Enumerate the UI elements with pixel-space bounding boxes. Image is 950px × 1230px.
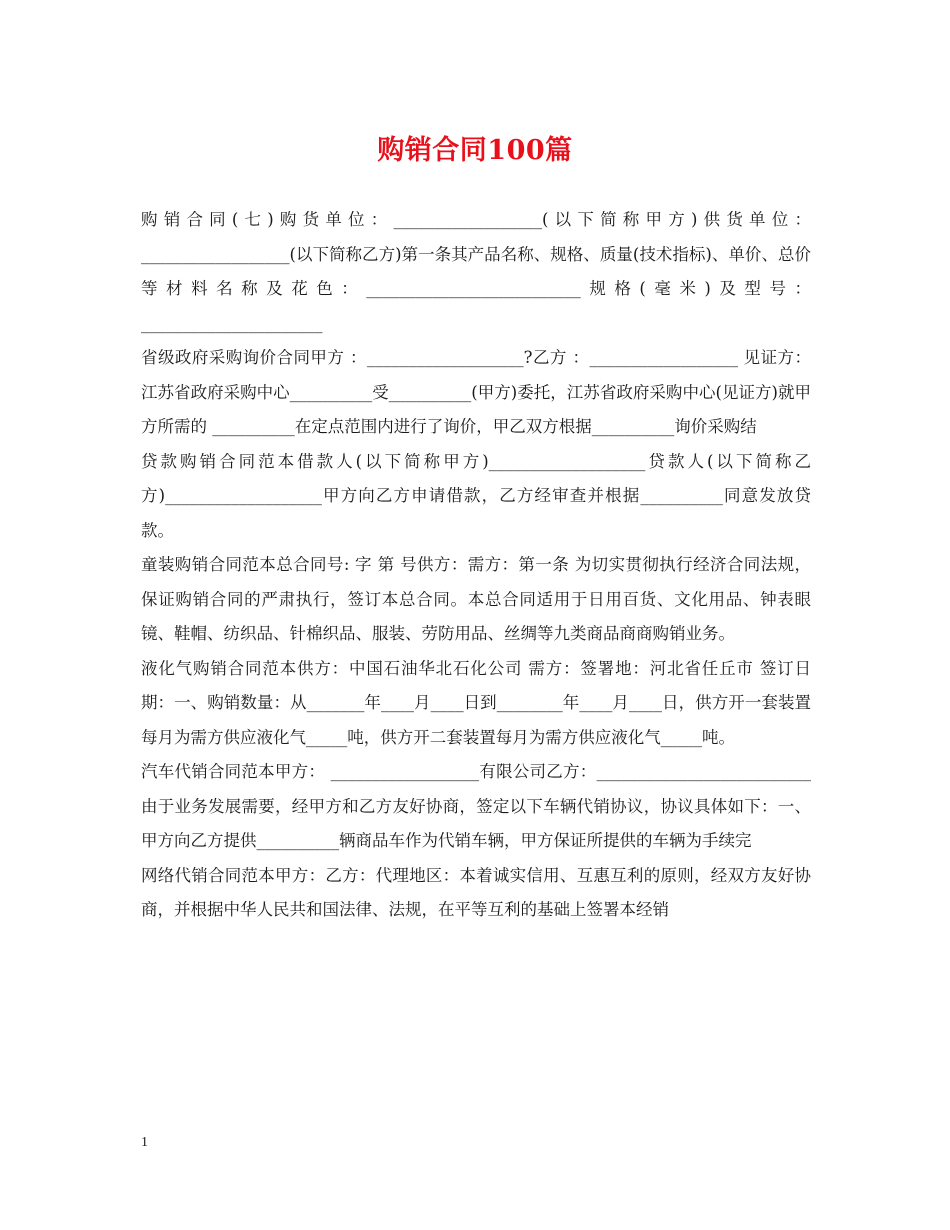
paragraph-provincial-procurement: 省级政府采购询价合同甲方 ：___________________?乙方 ：__________________ 见证方：江苏省政府采购中心__________受__________(甲方)委托，江苏省政府采购中心(见证方)就甲方所需的 __________在定点范围内进行了询价，甲乙双方根据__________询价采购结 [141,348,811,436]
paragraph-purchase-contract-7: 购销合同(七)购货单位：__________________(以下简称甲方)供货单位：__________________(以下简称乙方)第一条其产品名称、规格、质量(技术指标)、单价、总价等材料名称及花色：__________________________规格(毫米)及型号：______________________ [141,210,811,333]
paragraph-loan-contract: 贷款购销合同范本借款人(以下简称甲方)___________________贷款人(以下简称乙方)___________________甲方向乙方申请借款，乙方经审查并根据__________同意发放贷款。 [141,451,811,540]
document-title: 购销合同100篇 [377,135,573,166]
paragraph-online-consignment: 网络代销合同范本甲方：乙方：代理地区：本着诚实信用、互惠互利的原则，经双方友好协商，并根据中华人民共和国法律、法规，在平等互利的基础上签署本经销 [141,865,811,919]
paragraph-auto-consignment: 汽车代销合同范本甲方： __________________有限公司乙方：__________________________由于业务发展需要，经甲方和乙方友好协商，签定以下车辆代销协议，协议具体如下：一、甲方向乙方提供__________辆商品车作为代销车辆，甲方保证所提供的车辆为手续完 [141,762,811,850]
paragraph-childrens-clothing: 童装购销合同范本总合同号: 字 第 号供方：需方：第一条 为切实贯彻执行经济合同法规，保证购销合同的严肃执行，签订本总合同。本总合同适用于日用百货、文化用品、钟表眼镜、鞋帽、纺织品、针棉织品、服装、劳防用品、丝绸等九类商品商商购销业务。 [141,555,811,643]
document-body [141,203,811,928]
paragraph-lpg-contract: 液化气购销合同范本供方：中国石油华北石化公司 需方：签署地：河北省任丘市 签订日期：一、购销数量：从_______年____月____日到________年____月____日，供方开一套装置每月为需方供应液化气_____吨，供方开二套装置每月为需方供应液化气_____吨。 [141,658,811,747]
page-number: 1 [141,1135,148,1150]
